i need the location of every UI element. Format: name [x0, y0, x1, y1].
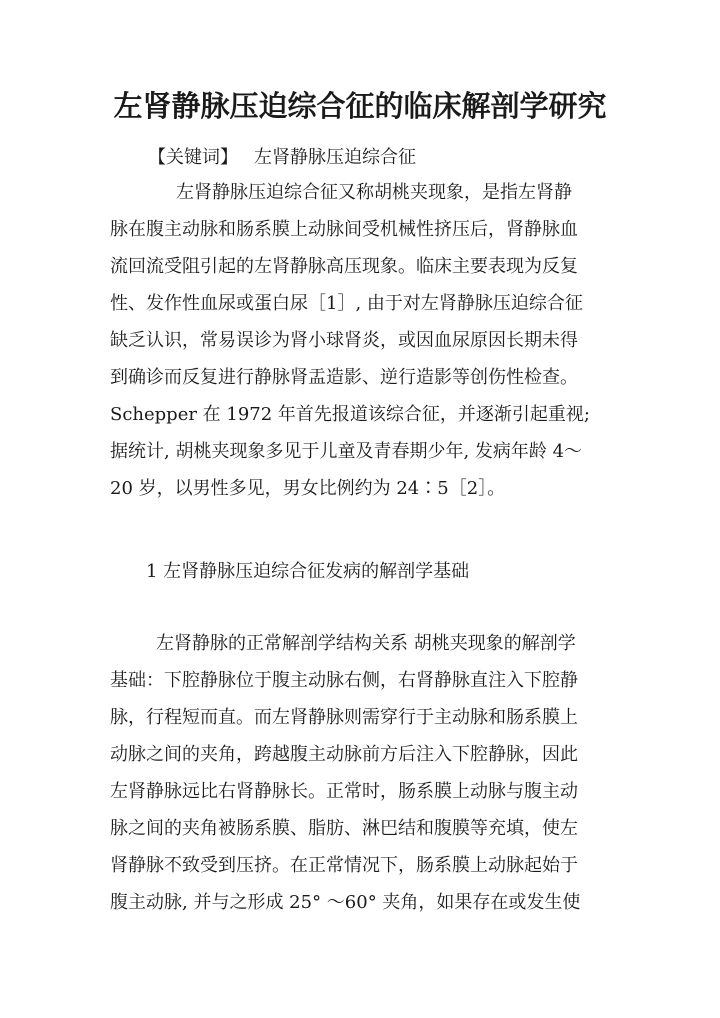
keywords-label: 【关键词】	[148, 147, 238, 168]
paragraph1-line: 性、发作性血尿或蛋白尿［1］, 由于对左肾静脉压迫综合征	[110, 293, 583, 314]
paragraph1-line: 脉在腹主动脉和肠系膜上动脉间受机械性挤压后，肾静脉血	[110, 219, 578, 240]
paragraph2-line: 动脉之间的夹角，跨越腹主动脉前方后注入下腔静脉，因此	[110, 744, 578, 765]
keywords-line	[148, 146, 416, 170]
paragraph2-line: 肾静脉不致受到压挤。在正常情况下，肠系膜上动脉起始于	[110, 855, 578, 876]
paragraph1-line: 到确诊而反复进行静脉肾盂造影、逆行造影等创伤性检查。	[110, 367, 578, 388]
paragraph1-line: Schepper 在 1972 年首先报道该综合征，并逐渐引起重视;	[110, 404, 590, 425]
paragraph2-line: 脉之间的夹角被肠系膜、脂肪、淋巴结和腹膜等充填，使左	[110, 818, 578, 839]
document-title: 左肾静脉压迫综合征的临床解剖学研究	[113, 89, 607, 123]
paragraph1-line: 左肾静脉压迫综合征又称胡桃夹现象，是指左肾静	[176, 182, 572, 203]
paragraph2-line: 脉，行程短而直。而左肾静脉则需穿行于主动脉和肠系膜上	[110, 707, 578, 728]
paragraph1-line: 据统计, 胡桃夹现象多见于儿童及青春期少年, 发病年龄 4～	[110, 441, 583, 462]
paragraph2-line: 左肾静脉远比右肾静脉长。正常时，肠系膜上动脉与腹主动	[110, 781, 578, 802]
paragraph2-line: 左肾静脉的正常解剖学结构关系 胡桃夹现象的解剖学	[156, 633, 576, 654]
keywords-value: 左肾静脉压迫综合征	[254, 147, 416, 168]
paragraph2-line: 基础：下腔静脉位于腹主动脉右侧，右肾静脉直注入下腔静	[110, 670, 578, 691]
section-heading: 1 左肾静脉压迫综合征发病的解剖学基础	[146, 561, 470, 582]
paragraph1-line: 流回流受阻引起的左肾静脉高压现象。临床主要表现为反复	[110, 256, 578, 277]
paragraph1-line: 20 岁，以男性多见，男女比例约为 24∶5［2］。	[110, 478, 506, 499]
paragraph1-line: 缺乏认识，常易误诊为肾小球肾炎，或因血尿原因长期未得	[110, 330, 578, 351]
paragraph2-line: 腹主动脉, 并与之形成 25° ～60° 夹角，如果存在或发生使	[110, 892, 581, 913]
